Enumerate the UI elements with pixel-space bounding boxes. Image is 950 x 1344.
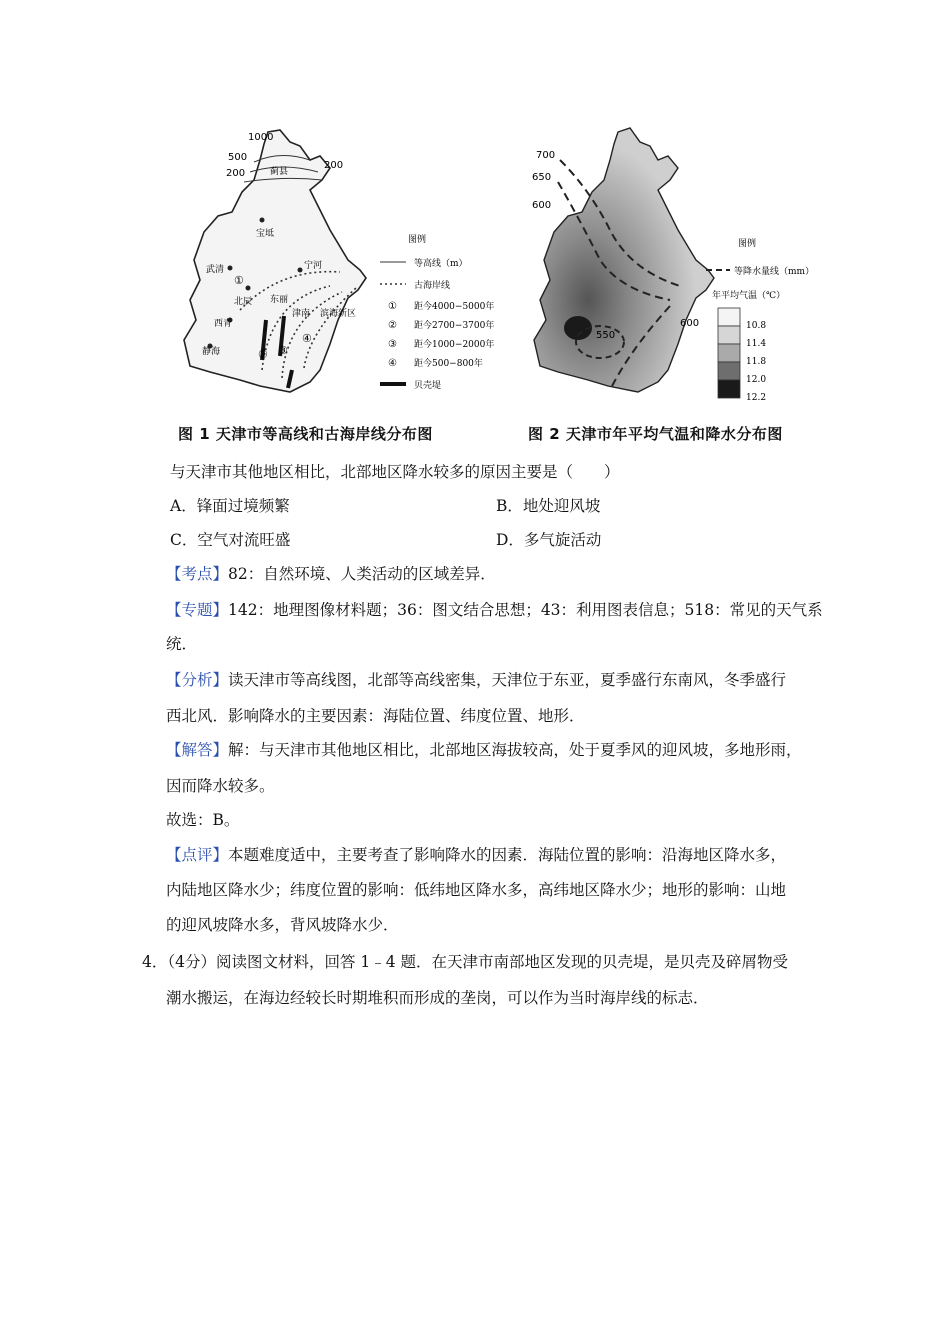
legend-symbol: ③ <box>388 339 397 350</box>
isohyet-label: 600 <box>532 200 552 211</box>
legend-label: 贝壳堤 <box>414 381 442 391</box>
temp-label: 10.8 <box>746 321 767 331</box>
legend-temp-title: 年平均气温（℃） <box>712 291 786 301</box>
zhuanti-line-2: 统． <box>166 635 198 653</box>
fenxi-text-1: 读天津市等高线图，北部等高线密集，天津位于东亚，夏季盛行东南风，冬季盛行 <box>228 671 787 689</box>
city-dot <box>260 218 265 223</box>
figure-1-caption: 图 1 天津市等高线和古海岸线分布图 <box>178 425 433 443</box>
place-label: 西青 <box>214 319 233 329</box>
jieda-line-2: 因而降水较多。 <box>166 777 275 795</box>
figure-1-contour-map <box>170 120 505 450</box>
city-dot <box>228 266 233 271</box>
kaodian-tag: 【考点】 <box>166 565 229 583</box>
legend-label: 距今1000−2000年 <box>414 340 495 350</box>
isohyet-label: 650 <box>532 172 552 183</box>
legend-symbol: ② <box>388 320 397 331</box>
isohyet-label: 600 <box>680 318 700 329</box>
jieda-text-1: 解：与天津市其他地区相比，北部地区海拔较高，处于夏季风的迎风坡，多地形雨， <box>228 741 802 759</box>
question-4-line-2: 潮水搬运，在海边经较长时期堆积而形成的垄岗，可以作为当时海岸线的标志． <box>166 989 709 1007</box>
temp-label: 12.2 <box>746 393 767 403</box>
temp-swatch <box>718 362 740 380</box>
legend-label: 等降水量线（mm） <box>734 267 815 277</box>
isohyet-label: 700 <box>536 150 556 161</box>
legend-label: 古海岸线 <box>414 281 451 291</box>
isohyet-label: 550 <box>596 330 616 341</box>
temp-swatch <box>718 344 740 362</box>
figure-2-climate-map <box>520 120 830 450</box>
dianping-line-1 <box>166 843 786 865</box>
temp-label: 11.8 <box>746 357 767 367</box>
dianping-tag: 【点评】 <box>166 846 229 864</box>
place-label: 津南 <box>292 309 311 319</box>
jieda-tag: 【解答】 <box>166 741 229 759</box>
place-label: 滨海新区 <box>320 309 357 319</box>
tianjin-contour-map <box>170 120 505 450</box>
dianping-line-3: 的迎风坡降水多，背风坡降水少． <box>166 916 399 934</box>
temp-label: 11.4 <box>746 339 767 349</box>
dianping-text-1: 本题难度适中，主要考查了影响降水的因素．海陆位置的影响：沿海地区降水多， <box>228 846 787 864</box>
coastline-marker: ③ <box>278 344 288 357</box>
legend-label: 距今2700−3700年 <box>414 321 495 331</box>
legend-symbol: ④ <box>388 358 397 369</box>
question-stem: 与天津市其他地区相比，北部地区降水较多的原因主要是（ ） <box>170 463 620 481</box>
coastline-marker: ④ <box>302 332 312 345</box>
figure-area <box>170 120 830 450</box>
temp-label: 12.0 <box>746 375 767 385</box>
zhuanti-tag: 【专题】 <box>166 601 229 619</box>
fenxi-line-1 <box>166 668 786 690</box>
legend-label: 距今500−800年 <box>414 359 483 369</box>
legend-label: 距今4000−5000年 <box>414 302 495 312</box>
kaodian-line <box>166 562 496 584</box>
contour-label: 200 <box>226 168 246 179</box>
fenxi-line-2: 西北风．影响降水的主要因素：海陆位置、纬度位置、地形． <box>166 707 585 725</box>
figure-2-caption: 图 2 天津市年平均气温和降水分布图 <box>528 425 783 443</box>
jieda-line-1 <box>166 738 802 760</box>
option-c: C．空气对流旺盛 <box>170 531 291 549</box>
legend-symbol: ① <box>388 301 397 312</box>
place-label: 静海 <box>202 347 221 357</box>
option-d: D．多气旋活动 <box>496 531 602 549</box>
legend-title: 图例 <box>408 235 427 245</box>
place-label: 宁河 <box>304 261 323 271</box>
place-label: 蓟县 <box>270 167 289 177</box>
answer-line: 故选：B。 <box>166 811 240 829</box>
kaodian-text: 82：自然环境、人类活动的区域差异． <box>228 565 496 583</box>
contour-label: 1000 <box>248 132 274 143</box>
city-dot <box>298 268 303 273</box>
zhuanti-text-1: 142：地理图像材料题；36：图文结合思想；43：利用图表信息；518：常见的天气系 <box>228 601 823 619</box>
dianping-line-2: 内陆地区降水少；纬度位置的影响：低纬地区降水多，高纬地区降水少；地形的影响：山地 <box>166 881 787 899</box>
option-b: B．地处迎风坡 <box>496 497 601 515</box>
temp-swatch <box>718 380 740 398</box>
temp-swatch <box>718 326 740 344</box>
coastline-marker: ② <box>258 348 268 361</box>
place-label: 东丽 <box>270 295 289 305</box>
city-dot <box>246 286 251 291</box>
legend-label: 等高线（m） <box>414 259 468 269</box>
coastline-marker: ① <box>234 274 244 287</box>
place-label: 北辰 <box>234 297 253 307</box>
fenxi-tag: 【分析】 <box>166 671 229 689</box>
contour-label: 500 <box>228 152 248 163</box>
tianjin-climate-map <box>520 120 830 450</box>
place-label: 宝坻 <box>256 229 275 239</box>
question-4-line-1: 4．（4分）阅读图文材料，回答 1﹣4 题．在天津市南部地区发现的贝壳堤，是贝壳及碎屑物受 <box>142 953 789 971</box>
temp-swatch <box>718 308 740 326</box>
place-label: 武清 <box>206 265 225 275</box>
contour-label: 200 <box>324 160 344 171</box>
zhuanti-line-1 <box>166 598 823 620</box>
option-a: A．锋面过境频繁 <box>170 497 290 515</box>
map-shaded-temperature <box>534 128 714 392</box>
legend-title: 图例 <box>738 239 757 249</box>
